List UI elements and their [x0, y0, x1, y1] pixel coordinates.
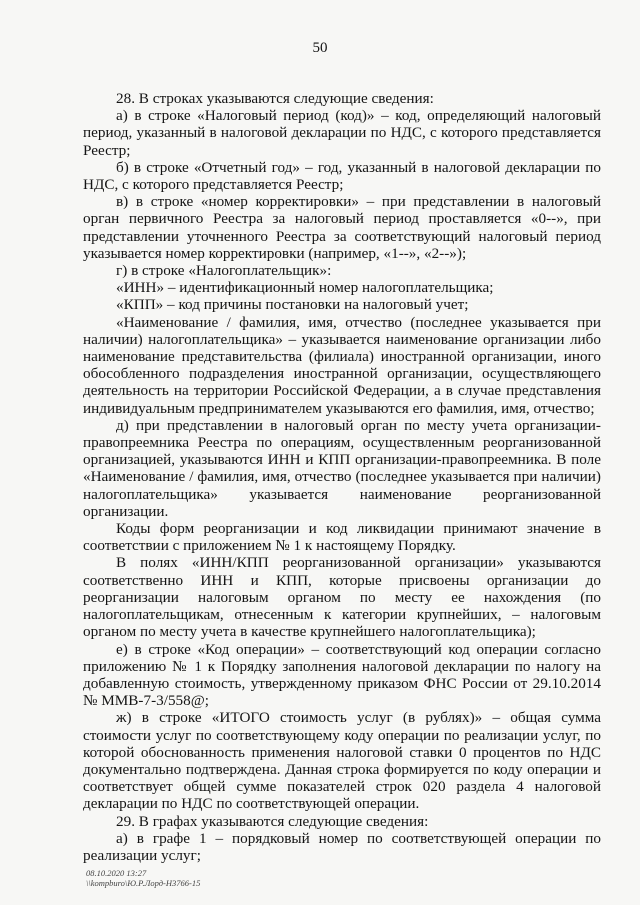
document-body: [83, 90, 601, 864]
paragraph: 28. В строках указываются следующие сведения:: [116, 90, 434, 107]
paragraph: е) в строке «Код операции» – соответствующий код операции согласно приложению № 1 к Порядку заполнения налоговой декларации по налогу на добавленную стоимость, утвержденному приказом ФНС России от 29.10.2014 № ММВ-7-3/558@;: [83, 640, 601, 710]
paragraph: Коды форм реорганизации и код ликвидации принимают значение в соответствии с приложением № 1 к настоящему Порядку.: [83, 520, 601, 555]
footer-stamp: [86, 868, 200, 888]
paragraph: а) в графе 1 – порядковый номер по соответствующей операции по реализации услуг;: [83, 829, 601, 864]
paragraph: «ИНН» – идентификационный номер налогоплательщика;: [116, 279, 494, 297]
paragraph: в) в строке «номер корректировки» – при представлении в налоговый орган первичного Реестра за налоговый период проставляется «0--», при представлении уточненного Реестра за соответствующий налоговый период указывается номер корректировки (например, «1--», «2--»);: [83, 193, 601, 262]
paragraph: В полях «ИНН/КПП реорганизованной организации» указываются соответственно ИНН и КПП, которые присвоены организации до реорганизации налоговым органом по месту ее нахождения (по налогоплательщикам, отнесенным к категории крупнейших, – налоговым органом по месту учета в качестве крупнейшего налогоплательщика);: [83, 554, 601, 641]
page-number: 50: [312, 40, 328, 56]
footer-date: 08.10.2020 13:27: [86, 868, 147, 878]
paragraph: «КПП» – код причины постановки на налоговый учет;: [116, 296, 469, 314]
paragraph: 29. В графах указываются следующие сведения:: [116, 812, 429, 830]
paragraph: ж) в строке «ИТОГО стоимость услуг (в рублях)» – общая сумма стоимости услуг по соответствующему коду операции по реализации услуг, по которой обоснованность применения налоговой ставки 0 процентов по НДС документально подтверждена. Данная строка формируется по коду операции и соответствует общей сумме показателей строк 020 раздела 4 налоговой декларации по НДС по соответствующей операции.: [83, 709, 601, 813]
paragraph: «Наименование / фамилия, имя, отчество (последнее указывается при наличии) налогоплательщика» – указывается наименование организации либо наименование представительства (филиала) иностранной организации, иного обособленного подразделения иностранной организации, осуществляющего деятельность на территории Российской Федерации, а в случае представления индивидуальным предпринимателем указываются его фамилия, имя, отчество;: [83, 313, 601, 417]
paragraph: д) при представлении в налоговый орган по месту учета организации-правопреемника Реестра по операциям, осуществленным реорганизованной организацией, указываются ИНН и КПП организации-правопреемника. В поле «Наименование / фамилия, имя, отчество (последнее указывается при наличии) налогоплательщика» указывается наименование реорганизованной организации.: [83, 416, 601, 520]
paragraph: г) в строке «Налогоплательщик»:: [116, 262, 332, 280]
paragraph: б) в строке «Отчетный год» – год, указанный в налоговой декларации по НДС, с которого представляется Реестр;: [83, 158, 601, 194]
footer-file-path: \\kompburo\Ю.Р.Лорд-Н3766-15: [86, 878, 201, 888]
paragraph: а) в строке «Налоговый период (код)» – код, определяющий налоговый период, указанный в налоговой декларации по НДС, с которого представляется Реестр;: [83, 107, 601, 159]
